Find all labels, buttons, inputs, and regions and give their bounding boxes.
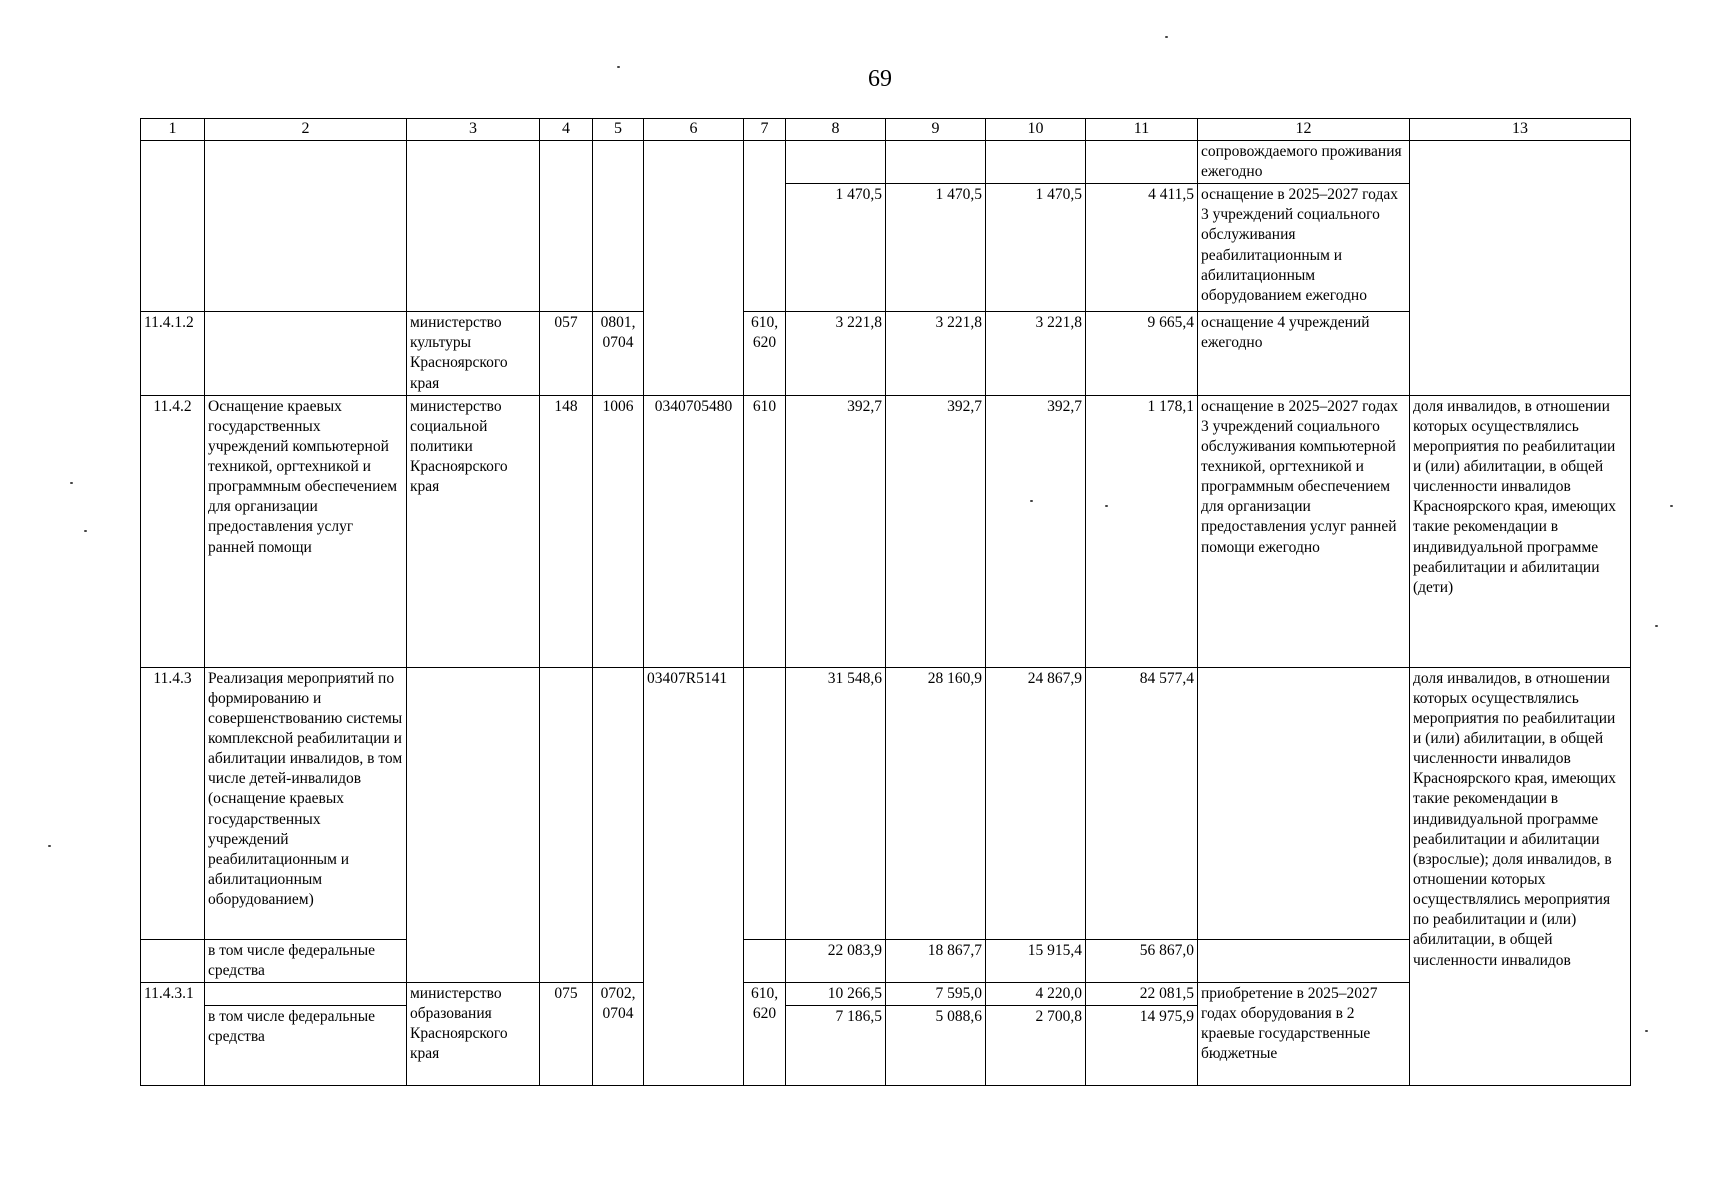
- column-number: 1: [141, 119, 205, 141]
- amount-2025: 31 548,6: [786, 667, 886, 939]
- table-cell: [205, 982, 407, 1005]
- amount-2027: 15 915,4: [986, 939, 1086, 982]
- table-row: [141, 312, 1631, 396]
- table-cell: [1410, 140, 1631, 395]
- expense-type: 610, 620: [744, 982, 786, 1085]
- amount-total: 9 665,4: [1086, 312, 1198, 396]
- amount-2025: 392,7: [786, 395, 886, 667]
- scan-speck: [48, 845, 51, 847]
- table-cell: [744, 667, 786, 939]
- indicator-text: доля инвалидов, в отношении которых осуществлялись мероприятия по реабилитации и (или) абилитации, в общей численности инвалидов Красноярского края, имеющих такие рекомендации в индивидуальной программе реабилитации и абилитации (дети): [1410, 395, 1631, 667]
- table-cell: [407, 667, 540, 982]
- scan-speck: [1165, 36, 1168, 38]
- table-row: [141, 140, 1631, 183]
- amount-2026: 3 221,8: [886, 312, 986, 396]
- responsible-body: министерство образования Красноярского края: [407, 982, 540, 1085]
- amount-total: 84 577,4: [1086, 667, 1198, 939]
- amount-2025: 10 266,5: [786, 982, 886, 1005]
- column-number: 8: [786, 119, 886, 141]
- amount-2027: 392,7: [986, 395, 1086, 667]
- amount-2025: 7 186,5: [786, 1006, 886, 1086]
- amount-2027: 1 470,5: [986, 184, 1086, 312]
- page-number: 69: [868, 66, 892, 92]
- row-number: 11.4.1.2: [141, 312, 205, 396]
- table-cell: [205, 140, 407, 311]
- amount-2026: 18 867,7: [886, 939, 986, 982]
- table-cell: [593, 667, 644, 982]
- table-cell: [644, 140, 744, 395]
- event-description: Оснащение краевых государственных учреждений компьютерной техникой, оргтехникой и программным обеспечением для организации предоставления услуг ранней помощи: [205, 395, 407, 667]
- table-cell: [205, 312, 407, 396]
- table-cell: [1198, 939, 1410, 982]
- amount-2026: 28 160,9: [886, 667, 986, 939]
- table-cell: [1086, 140, 1198, 183]
- table-cell: [886, 140, 986, 183]
- amount-2026: 1 470,5: [886, 184, 986, 312]
- table-cell: [540, 140, 593, 311]
- column-number: 10: [986, 119, 1086, 141]
- table-row: [141, 667, 1631, 939]
- result-text: приобретение в 2025–2027 годах оборудования в 2 краевые государственные бюджетные: [1198, 982, 1410, 1085]
- amount-2025: 1 470,5: [786, 184, 886, 312]
- column-number: 11: [1086, 119, 1198, 141]
- column-number: 6: [644, 119, 744, 141]
- amount-total: 1 178,1: [1086, 395, 1198, 667]
- table-cell: [1198, 667, 1410, 939]
- result-text: оснащение 4 учреждений ежегодно: [1198, 312, 1410, 396]
- table-cell: [744, 140, 786, 311]
- expense-type: 610: [744, 395, 786, 667]
- column-number: 2: [205, 119, 407, 141]
- amount-total: 4 411,5: [1086, 184, 1198, 312]
- budget-table: [140, 118, 1631, 1086]
- amount-2027: 4 220,0: [986, 982, 1086, 1005]
- section-code: 1006: [593, 395, 644, 667]
- target-article: 03407R5141: [644, 667, 744, 1085]
- section-code: 0801, 0704: [593, 312, 644, 396]
- table-cell: [744, 939, 786, 982]
- grbs-code: 075: [540, 982, 593, 1085]
- table-cell: [786, 140, 886, 183]
- result-text: оснащение в 2025–2027 годах 3 учреждений социального обслуживания компьютерной техникой, оргтехникой и программным обеспечением для организации предоставления услуг ранней помощи ежегодно: [1198, 395, 1410, 667]
- responsible-body: министерство социальной политики Красноярского края: [407, 395, 540, 667]
- grbs-code: 148: [540, 395, 593, 667]
- scan-speck: [84, 530, 87, 532]
- scan-speck: [617, 66, 620, 68]
- column-number: 7: [744, 119, 786, 141]
- column-number: 9: [886, 119, 986, 141]
- amount-2025: 22 083,9: [786, 939, 886, 982]
- column-number: 12: [1198, 119, 1410, 141]
- amount-total: 22 081,5: [1086, 982, 1198, 1005]
- scan-speck: [1655, 625, 1658, 627]
- table-cell: [141, 939, 205, 982]
- grbs-code: 057: [540, 312, 593, 396]
- table-cell: [141, 140, 205, 311]
- amount-2026: 5 088,6: [886, 1006, 986, 1086]
- table-row: [141, 395, 1631, 667]
- amount-2026: 7 595,0: [886, 982, 986, 1005]
- event-description: Реализация мероприятий по формированию и совершенствованию системы комплексной реабилитации и абилитации инвалидов, в том числе детей-инвалидов (оснащение краевых государственных учреждений реабилитационным и абилитационным оборудованием): [205, 667, 407, 939]
- column-number: 5: [593, 119, 644, 141]
- row-number: 11.4.3.1: [141, 982, 205, 1085]
- row-number: 11.4.2: [141, 395, 205, 667]
- responsible-body: министерство культуры Красноярского края: [407, 312, 540, 396]
- federal-funds-label: в том числе федеральные средства: [205, 1006, 407, 1086]
- table-cell: [593, 140, 644, 311]
- column-number: 13: [1410, 119, 1631, 141]
- table-cell: [986, 140, 1086, 183]
- federal-funds-label: в том числе федеральные средства: [205, 939, 407, 982]
- scan-speck: [1670, 505, 1673, 507]
- amount-2027: 2 700,8: [986, 1006, 1086, 1086]
- table-cell: [540, 667, 593, 982]
- scan-speck: [70, 482, 73, 484]
- scan-speck: [1030, 500, 1033, 502]
- column-number: 4: [540, 119, 593, 141]
- scan-speck: [1645, 1030, 1648, 1032]
- section-code: 0702, 0704: [593, 982, 644, 1085]
- amount-2027: 24 867,9: [986, 667, 1086, 939]
- row-number: 11.4.3: [141, 667, 205, 939]
- amount-2025: 3 221,8: [786, 312, 886, 396]
- column-number-row: [141, 119, 1631, 141]
- table-row: [141, 939, 1631, 982]
- amount-total: 56 867,0: [1086, 939, 1198, 982]
- indicator-text: доля инвалидов, в отношении которых осуществлялись мероприятия по реабилитации и (или) абилитации, в общей численности инвалидов Красноярского края, имеющих такие рекомендации в индивидуальной программе реабилитации и абилитации (взрослые); доля инвалидов, в отношении которых осуществлялись мероприятия по реабилитации и (или) абилитации, в общей численности инвалидов: [1410, 667, 1631, 1085]
- amount-2026: 392,7: [886, 395, 986, 667]
- scan-speck: [1105, 505, 1108, 507]
- table-row: [141, 982, 1631, 1005]
- amount-2027: 3 221,8: [986, 312, 1086, 396]
- table-cell: [407, 140, 540, 311]
- result-text: оснащение в 2025–2027 годах 3 учреждений социального обслуживания реабилитационным и абилитационным оборудованием ежегодно: [1198, 184, 1410, 312]
- amount-total: 14 975,9: [1086, 1006, 1198, 1086]
- result-text: сопровождаемого проживания ежегодно: [1198, 140, 1410, 183]
- target-article: 0340705480: [644, 395, 744, 667]
- expense-type: 610, 620: [744, 312, 786, 396]
- column-number: 3: [407, 119, 540, 141]
